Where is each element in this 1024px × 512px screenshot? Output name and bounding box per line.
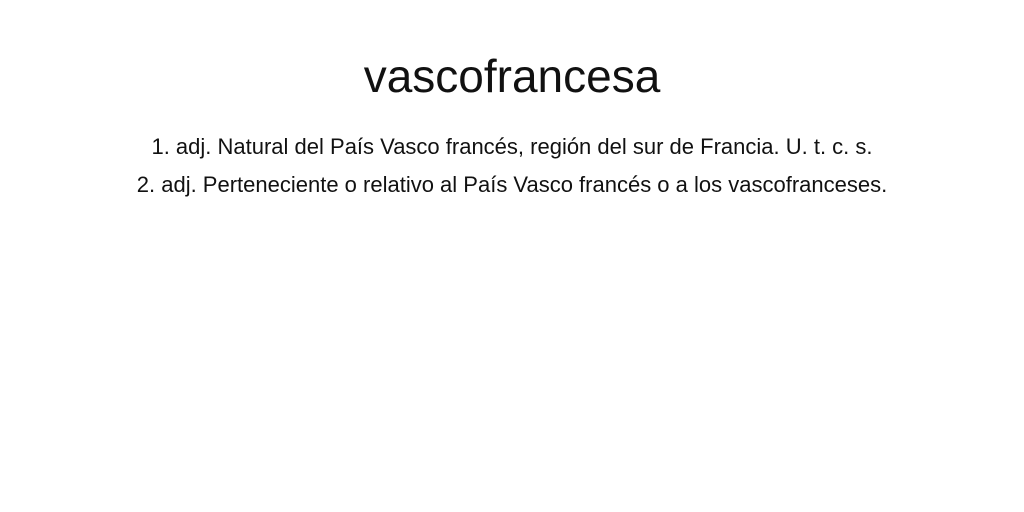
definition-list	[0, 128, 1024, 204]
dictionary-entry	[0, 0, 1024, 204]
headword-title: vascofrancesa	[363, 50, 661, 102]
definition-item: 2. adj. Perteneciente o relativo al País Vasco francés o a los vascofranceses.	[136, 172, 888, 197]
definition-item: 1. adj. Natural del País Vasco francés, región del sur de Francia. U. t. c. s.	[151, 134, 873, 159]
